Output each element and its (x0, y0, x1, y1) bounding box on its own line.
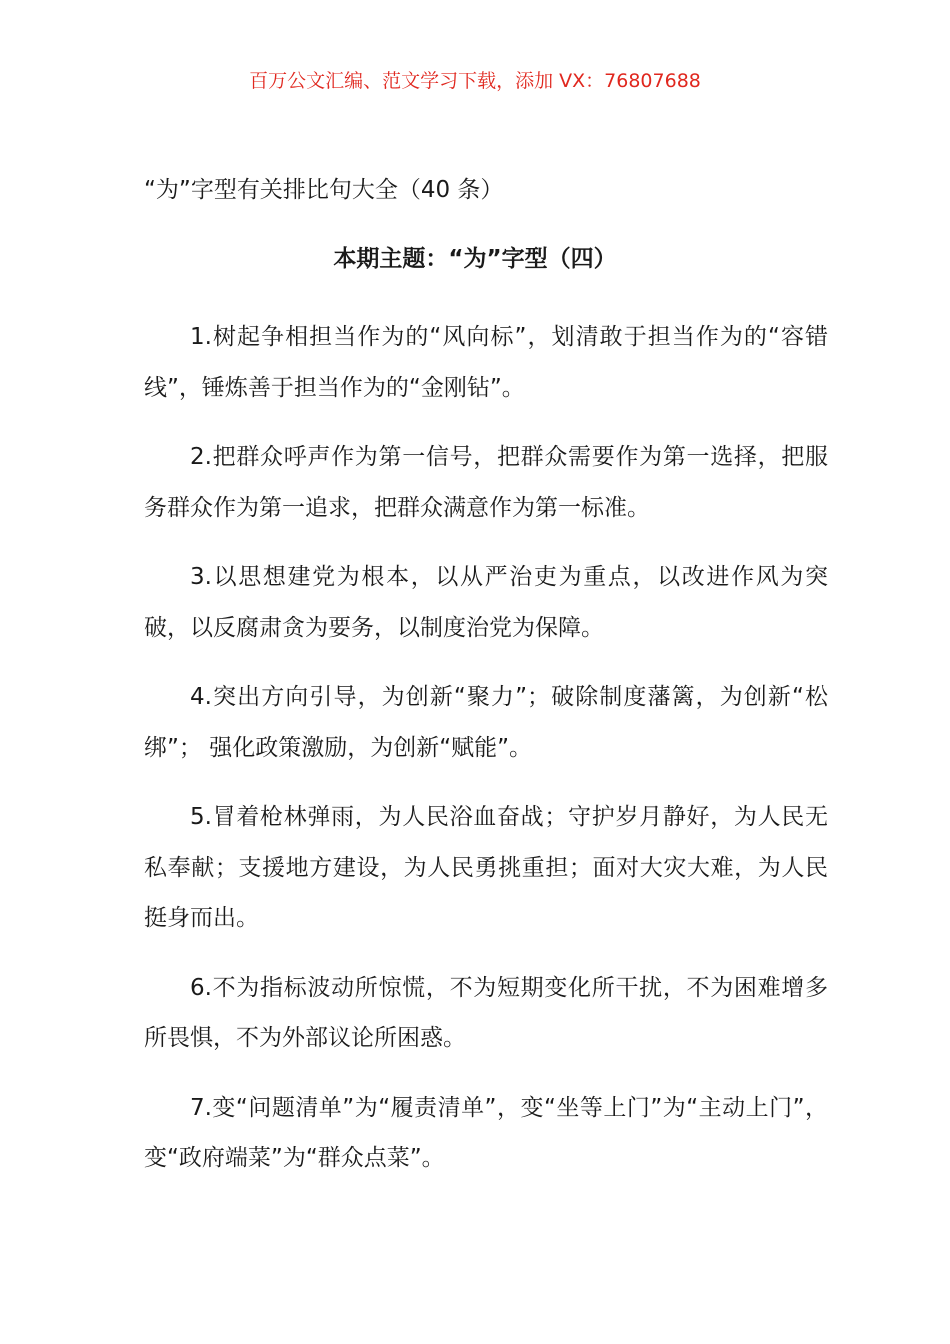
header-note: 百万公文汇编、范文学习下载，添加 VX：76807688 (249, 70, 701, 92)
list-item: 4.突出方向引导，为创新“聚力”；破除制度藩篱，为创新“松绑”； 强化政策激励，为创新“赋能”。 (144, 684, 828, 761)
list-item: 5.冒着枪林弹雨，为人民浴血奋战；守护岁月静好，为人民无私奉献；支援地方建设，为人民勇挑重担；面对大灾大难，为人民挺身而出。 (144, 804, 828, 931)
list-item: 2.把群众呼声作为第一信号，把群众需要作为第一选择，把服务群众作为第一追求，把群众满意作为第一标准。 (144, 444, 828, 521)
document-subtitle: 本期主题：“为”字型（四） (333, 246, 617, 272)
list-item: 1.树起争相担当作为的“风向标”，划清敢于担当作为的“容错线”，锤炼善于担当作为的“金刚钻”。 (144, 324, 828, 401)
list-item: 6.不为指标波动所惊慌，不为短期变化所干扰，不为困难增多所畏惧，不为外部议论所困惑。 (144, 974, 828, 1051)
list-item: 3.以思想建党为根本，以从严治吏为重点，以改进作风为突破，以反腐肃贪为要务，以制度治党为保障。 (144, 564, 828, 641)
document-title: “为”字型有关排比句大全（40 条） (144, 177, 504, 203)
list-item: 7.变“问题清单”为“履责清单”，变“坐等上门”为“主动上门”，变“政府端菜”为“群众点菜”。 (144, 1094, 828, 1171)
item-list (144, 312, 828, 1203)
